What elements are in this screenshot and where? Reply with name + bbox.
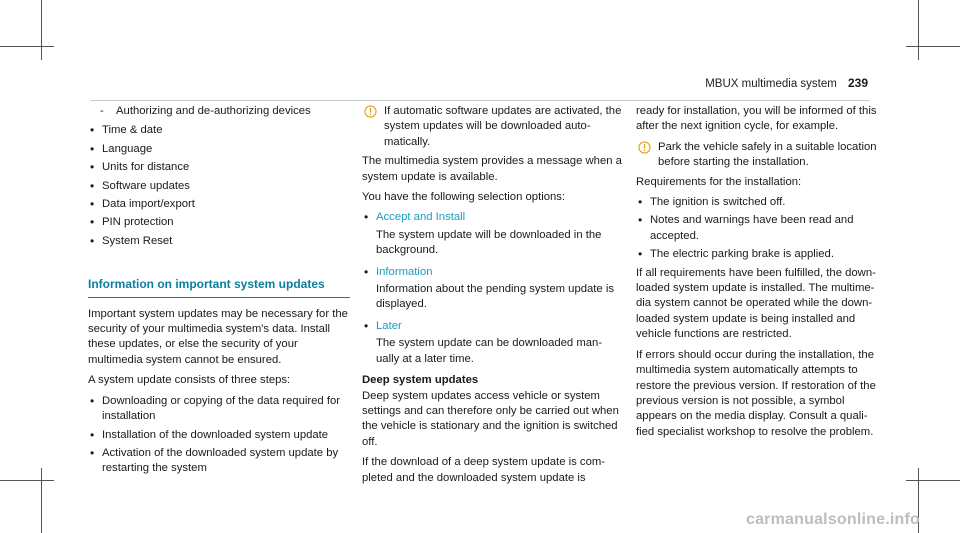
watermark: carmanualsonline.info: [745, 510, 920, 528]
crop-mark: [906, 46, 960, 47]
list-item: • System Reset: [88, 234, 350, 249]
paragraph: If errors should occur during the installation, the multimedia system automatically attempts to restore the previous version. If restoration of the previous version is not possible, a symbol appears on the media display. Consult a quali- fied specialist workshop to resolve the problem.: [636, 348, 876, 438]
option-label: • Information: [376, 265, 433, 278]
paragraph: The multimedia system provides a message when a system update is available.: [362, 155, 622, 183]
header-title: MBUX multimedia system: [705, 78, 837, 90]
paragraph: Deep system updates access vehicle or system settings and can therefore only be carried out when the vehicle is stationary and the ignition is switched off.: [362, 389, 619, 448]
option-label: • Later: [376, 319, 402, 332]
option-item: [362, 319, 624, 367]
list-item: • Activation of the downloaded system update by restarting the system: [88, 446, 350, 477]
list-item: • Data import/export: [88, 197, 350, 212]
list-item: • The ignition is switched off.: [636, 195, 888, 210]
column-2: [362, 104, 624, 491]
crop-mark: [0, 480, 54, 481]
section-heading: Information on important system updates: [88, 277, 325, 292]
note-text: If automatic software updates are activated, the system updates will be downloaded auto- matically.: [384, 105, 622, 148]
list-item: • The electric parking brake is applied.: [636, 247, 888, 262]
page-header: [705, 76, 868, 92]
list-item: • Software updates: [88, 179, 350, 194]
note: [636, 140, 888, 171]
paragraph: Requirements for the installation:: [636, 175, 802, 188]
info-note-icon: [638, 141, 651, 154]
note: [362, 104, 624, 150]
paragraph: Important system updates may be necessary for the security of your multimedia system's data. Install these updates, or else the security of your multimedia system cannot be ensured.: [88, 307, 348, 366]
info-note-icon: [364, 105, 377, 118]
option-description: The system update will be downloaded in the background.: [376, 228, 602, 257]
crop-mark: [0, 46, 54, 47]
header-divider: [90, 100, 870, 101]
page-number: 239: [847, 76, 868, 90]
crop-mark: [41, 0, 42, 60]
steps-list: [88, 394, 350, 477]
paragraph: If the download of a deep system update is com- pleted and the downloaded system update is: [362, 456, 606, 484]
section-divider: [88, 297, 350, 298]
dash-list-item: - Authorizing and de-authorizing devices: [88, 104, 350, 119]
crop-mark: [41, 468, 42, 533]
option-item: [362, 210, 624, 258]
requirements-list: [636, 195, 888, 263]
column-1: [88, 104, 350, 480]
list-item: • Notes and warnings have been read and accepted.: [636, 213, 888, 244]
crop-mark: [918, 0, 919, 60]
list-item: • Downloading or copying of the data required for installation: [88, 394, 350, 425]
options-list: [362, 210, 624, 367]
paragraph: ready for installation, you will be informed of this after the next ignition cycle, for example.: [636, 105, 877, 133]
column-3: [636, 104, 888, 445]
list-item: • Time & date: [88, 123, 350, 138]
option-item: [362, 265, 624, 313]
crop-mark: [906, 480, 960, 481]
list-item: • Language: [88, 142, 350, 157]
option-description: Information about the pending system update is displayed.: [376, 283, 615, 311]
note-text: Park the vehicle safely in a suitable location before starting the installation.: [658, 140, 877, 169]
paragraph: If all requirements have been fulfilled, the down- loaded system update is installed. The multime- dia system cannot be operated while the down- loaded system update is being installed and vehicle functions are restricted.: [636, 266, 876, 341]
paragraph: A system update consists of three steps:: [88, 374, 291, 387]
paragraph: You have the following selection options:: [362, 191, 566, 204]
subheading: Deep system updates: [362, 374, 479, 387]
list-item: • Installation of the downloaded system update: [88, 428, 350, 443]
settings-list: [88, 123, 350, 249]
option-description: The system update can be downloaded man- ually at a later time.: [376, 337, 603, 365]
list-item: • PIN protection: [88, 215, 350, 230]
list-item: • Units for distance: [88, 160, 350, 175]
option-label: • Accept and Install: [376, 211, 466, 224]
